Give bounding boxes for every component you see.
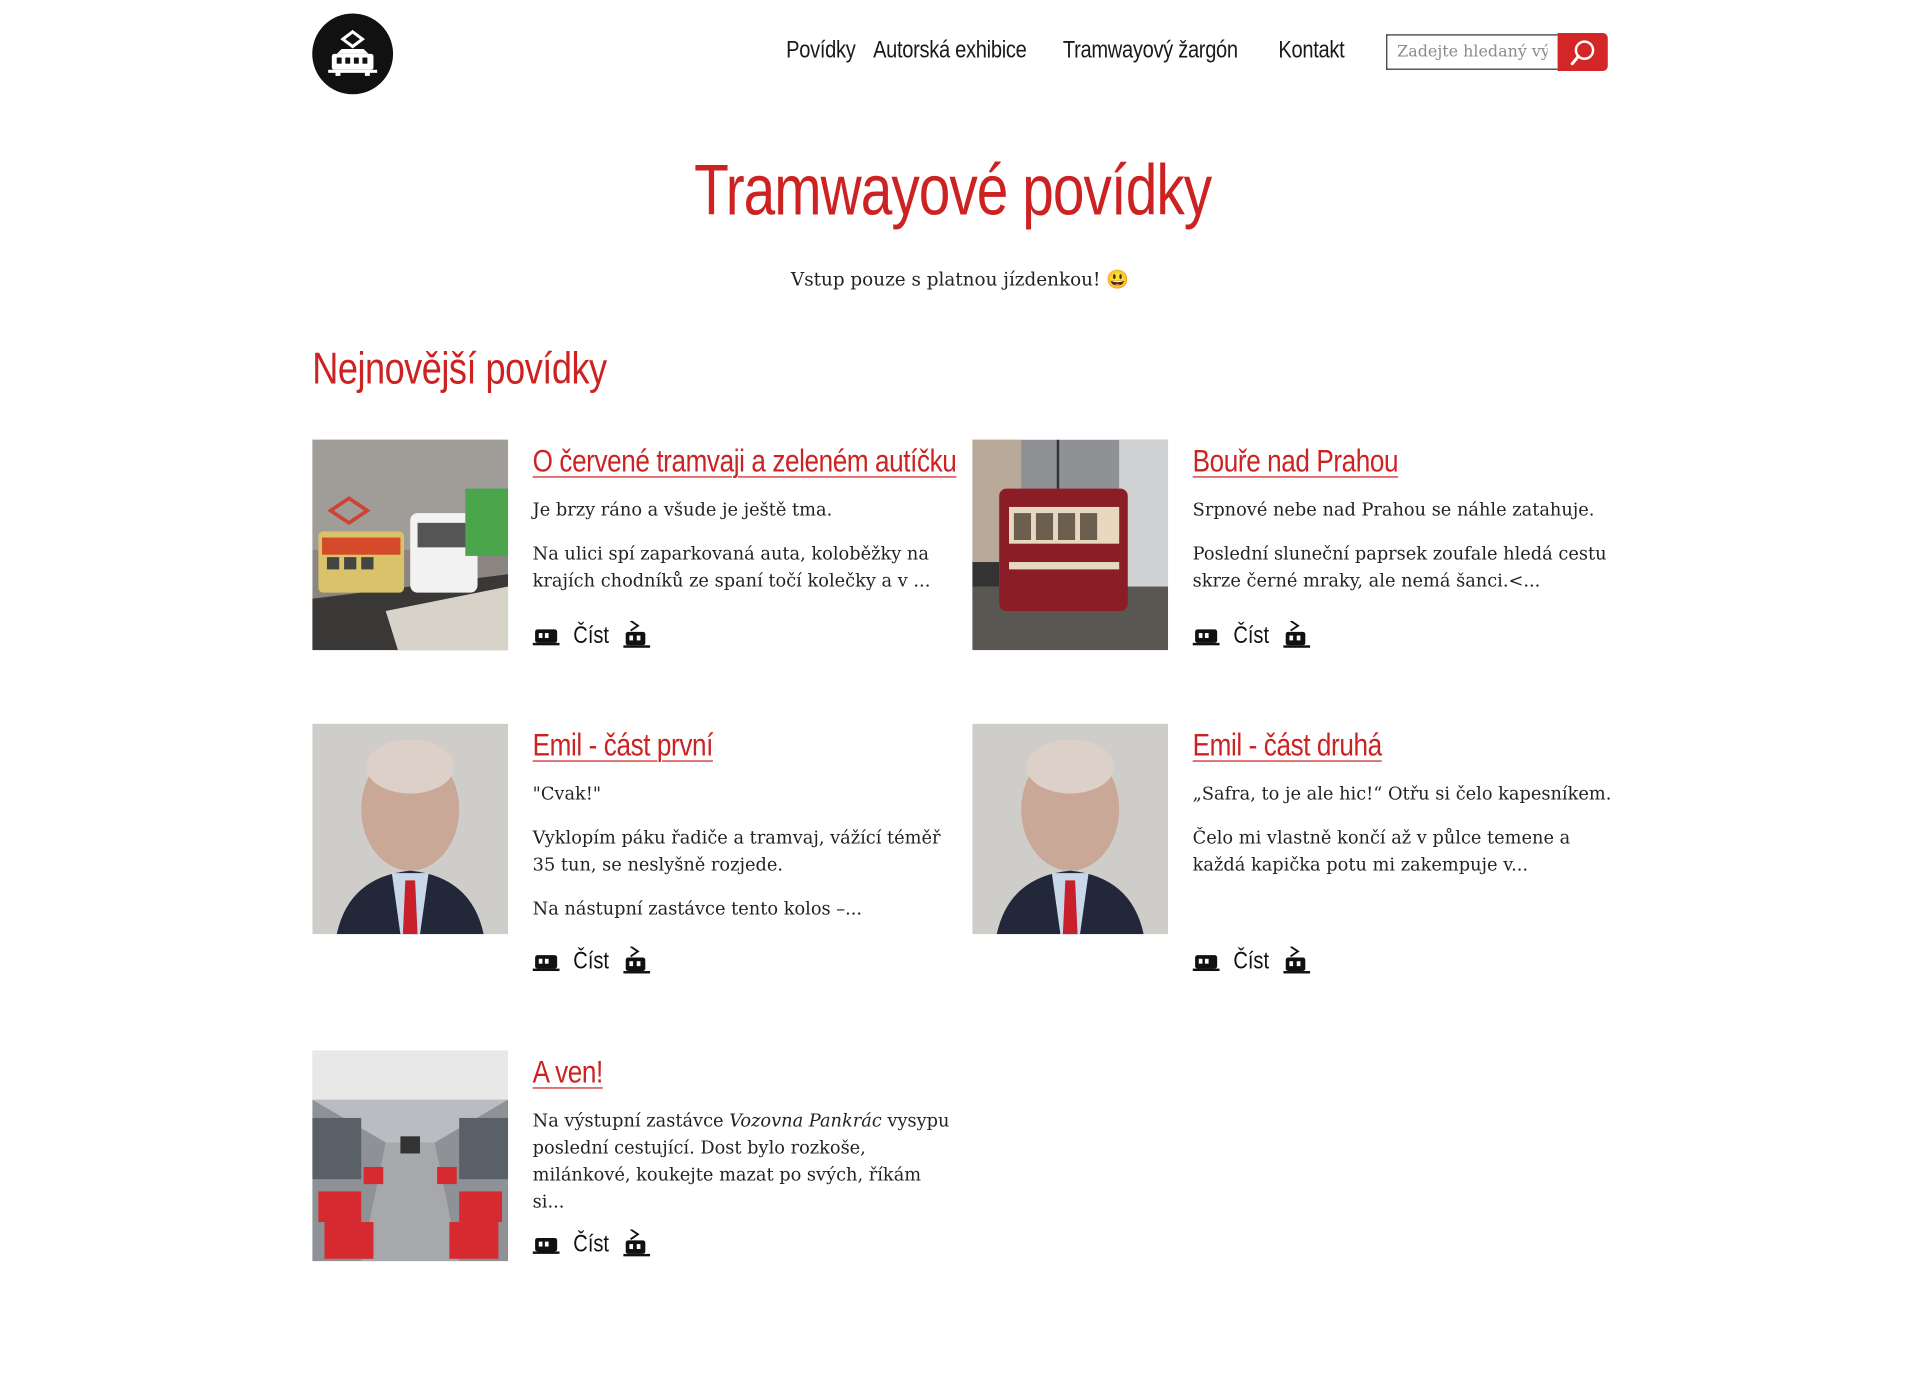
nav-autorska-exhibice[interactable]: Autorská exhibice: [873, 36, 1027, 64]
site-logo[interactable]: [312, 13, 393, 94]
tram-left-icon: [533, 1232, 560, 1256]
search-input[interactable]: [1386, 34, 1557, 70]
read-more-label: Číst: [1233, 947, 1270, 975]
story-excerpt: "Cvak!": [532, 784, 602, 805]
story-excerpt: Srpnové nebe nad Prahou se náhle zatahuje.: [1192, 500, 1595, 521]
tram-right-icon: [623, 1229, 650, 1258]
nav-tramwayovy-zargon[interactable]: Tramwayový žargón: [1062, 36, 1238, 64]
search-form: [1386, 34, 1608, 71]
tram-right-icon: [623, 947, 650, 976]
nav-kontakt[interactable]: Kontakt: [1278, 36, 1345, 64]
story-excerpt: Je brzy ráno a všude je ještě tma.: [532, 500, 833, 521]
story-thumbnail[interactable]: [312, 440, 508, 651]
story-thumbnail[interactable]: [312, 1051, 508, 1262]
search-button[interactable]: [1558, 33, 1608, 71]
section-title: Nejnovější povídky: [312, 342, 607, 394]
read-more-label: Číst: [573, 621, 610, 649]
read-more-label: Číst: [1233, 621, 1270, 649]
read-more-label: Číst: [573, 1230, 610, 1257]
tram-logo-icon: [324, 29, 380, 78]
nav-povidky[interactable]: Povídky: [786, 36, 856, 64]
story-excerpt: Na ulici spí zaparkovaná auta, koloběžky na krajích chodníků ze spaní točí kolečky a v ...: [532, 544, 931, 592]
story-thumbnail[interactable]: [972, 724, 1168, 935]
story-title-link[interactable]: Bouře nad Prahou: [1192, 442, 1399, 479]
search-icon: [1569, 39, 1596, 66]
tram-right-icon: [1283, 621, 1310, 650]
story-title-link[interactable]: Emil - část druhá: [1192, 726, 1382, 763]
tram-right-icon: [623, 621, 650, 650]
read-more-link[interactable]: [1193, 947, 1310, 976]
page-subtitle: Vstup pouze s platnou jízdenkou! 😃: [790, 268, 1130, 291]
site-header: [0, 0, 1920, 110]
story-excerpt: Vyklopím páku řadiče a tramvaj, vážící téměř 35 tun, se neslyšně rozjede.: [532, 828, 941, 876]
read-more-label: Číst: [573, 947, 610, 975]
tram-left-icon: [1193, 623, 1220, 647]
read-more-link[interactable]: [533, 947, 650, 976]
tram-left-icon: [533, 949, 560, 973]
story-excerpt: Na výstupní zastávce Vozovna Pankrác vysypu poslední cestující. Dost bylo rozkoše, milánkové, koukejte mazat po svých, říkám si...: [532, 1111, 950, 1213]
story-title-link[interactable]: O červené tramvaji a zeleném autíčku: [532, 442, 957, 479]
tram-left-icon: [1193, 949, 1220, 973]
tram-left-icon: [533, 623, 560, 647]
read-more-link[interactable]: [1193, 621, 1310, 650]
story-thumbnail[interactable]: [972, 440, 1168, 651]
tram-right-icon: [1283, 947, 1310, 976]
story-excerpt: Na nástupní zastávce tento kolos –...: [532, 900, 863, 920]
read-more-link[interactable]: [533, 1229, 650, 1258]
story-title-link[interactable]: A ven!: [532, 1053, 603, 1090]
story-thumbnail[interactable]: [312, 724, 508, 935]
story-excerpt: „Safra, to je ale hic!“ Otřu si čelo kapesníkem.: [1192, 784, 1612, 805]
page-title: Tramwayové povídky: [694, 150, 1212, 231]
story-excerpt: Čelo mi vlastně končí až v půlce temene a každá kapička potu mi zakempuje v...: [1192, 828, 1571, 876]
story-excerpt: Poslední sluneční paprsek zoufale hledá cestu skrze černé mraky, ale nemá šanci.<...: [1192, 544, 1607, 592]
main-nav: [786, 36, 1345, 65]
story-title-link[interactable]: Emil - část první: [532, 726, 713, 763]
read-more-link[interactable]: [533, 621, 650, 650]
